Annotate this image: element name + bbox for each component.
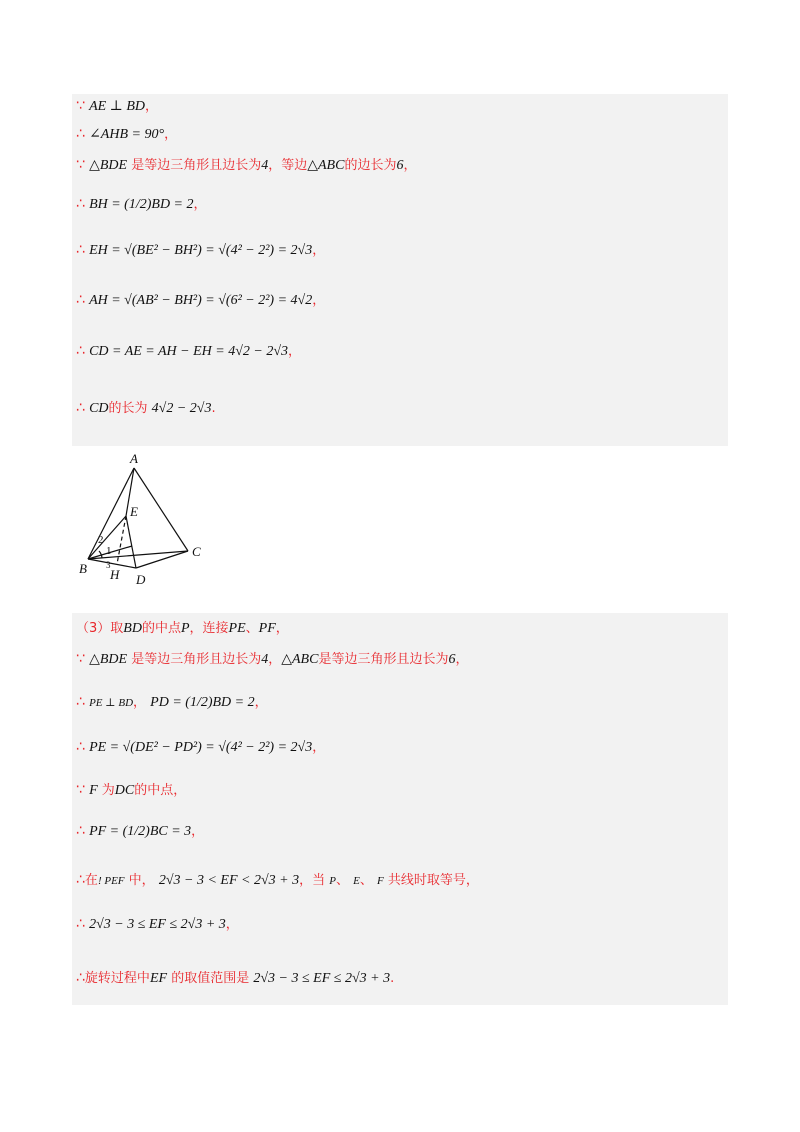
p3-line-8: ∴ 2√3 − 3 ≤ EF ≤ 2√3 + 3， [76,916,239,932]
p2-line-4: ∴ BH = (1/2)BD = 2， [76,196,207,212]
p3-line-4: ∴ PE = √(DE² − PD²) = √(4² − 2²) = 2√3， [76,739,326,755]
p2-line-7: ∴ CD = AE = AH − EH = 4√2 − 2√3， [76,343,302,359]
p2-line-8: ∴ CD的长为 4√2 − 2√3. [76,400,216,416]
label-d: D [136,572,146,587]
label-e: E [130,504,138,519]
label-c: C [192,544,201,559]
tetrahedron-figure [72,446,213,599]
p2-line-5: ∴ EH = √(BE² − BH²) = √(4² − 2²) = 2√3， [76,242,326,258]
p2-line-3: ∵ △BDE 是等边三角形且边长为4，等边△ABC的边长为6， [76,157,417,173]
solution-part-3 [72,613,728,1005]
label-h: H [110,567,120,582]
edge-ed [126,516,136,568]
edge-ac [134,468,188,551]
label-angle-2: 2 [98,534,104,546]
p3-line-9: ∴旋转过程中EF 的取值范围是 2√3 − 3 ≤ EF ≤ 2√3 + 3. [76,970,395,986]
p3-line-5: ∵ F 为DC的中点， [76,782,187,798]
p2-line-1: ∵ AE ⊥ BD， [76,98,159,114]
label-b: B [79,561,87,576]
p3-line-2: ∵ △BDE 是等边三角形且边长为4，△ABC是等边三角形且边长为6， [76,651,469,667]
label-angle-1: 1 [106,545,112,557]
p2-line-6: ∴ AH = √(AB² − BH²) = √(6² − 2²) = 4√2， [76,292,326,308]
p3-line-1: （3）取BD的中点P，连接PE、PF， [76,621,289,636]
p3-line-3: ∴ PE ⊥ BD， PD = (1/2)BD = 2， [76,694,268,710]
label-a: A [130,451,138,466]
p3-line-7: ∴在! PEF 中， 2√3 − 3 < EF < 2√3 + 3，当 P、 E、 F 共线时取等号， [76,872,479,888]
solution-part-2 [72,94,728,446]
tetrahedron-diagram [72,446,213,599]
angle-arc [99,551,102,558]
p2-line-2: ∴ ∠AHB = 90°， [76,126,178,142]
p3-line-6: ∴ PF = (1/2)BC = 3， [76,823,205,839]
label-angle-3: 3 [106,560,111,570]
